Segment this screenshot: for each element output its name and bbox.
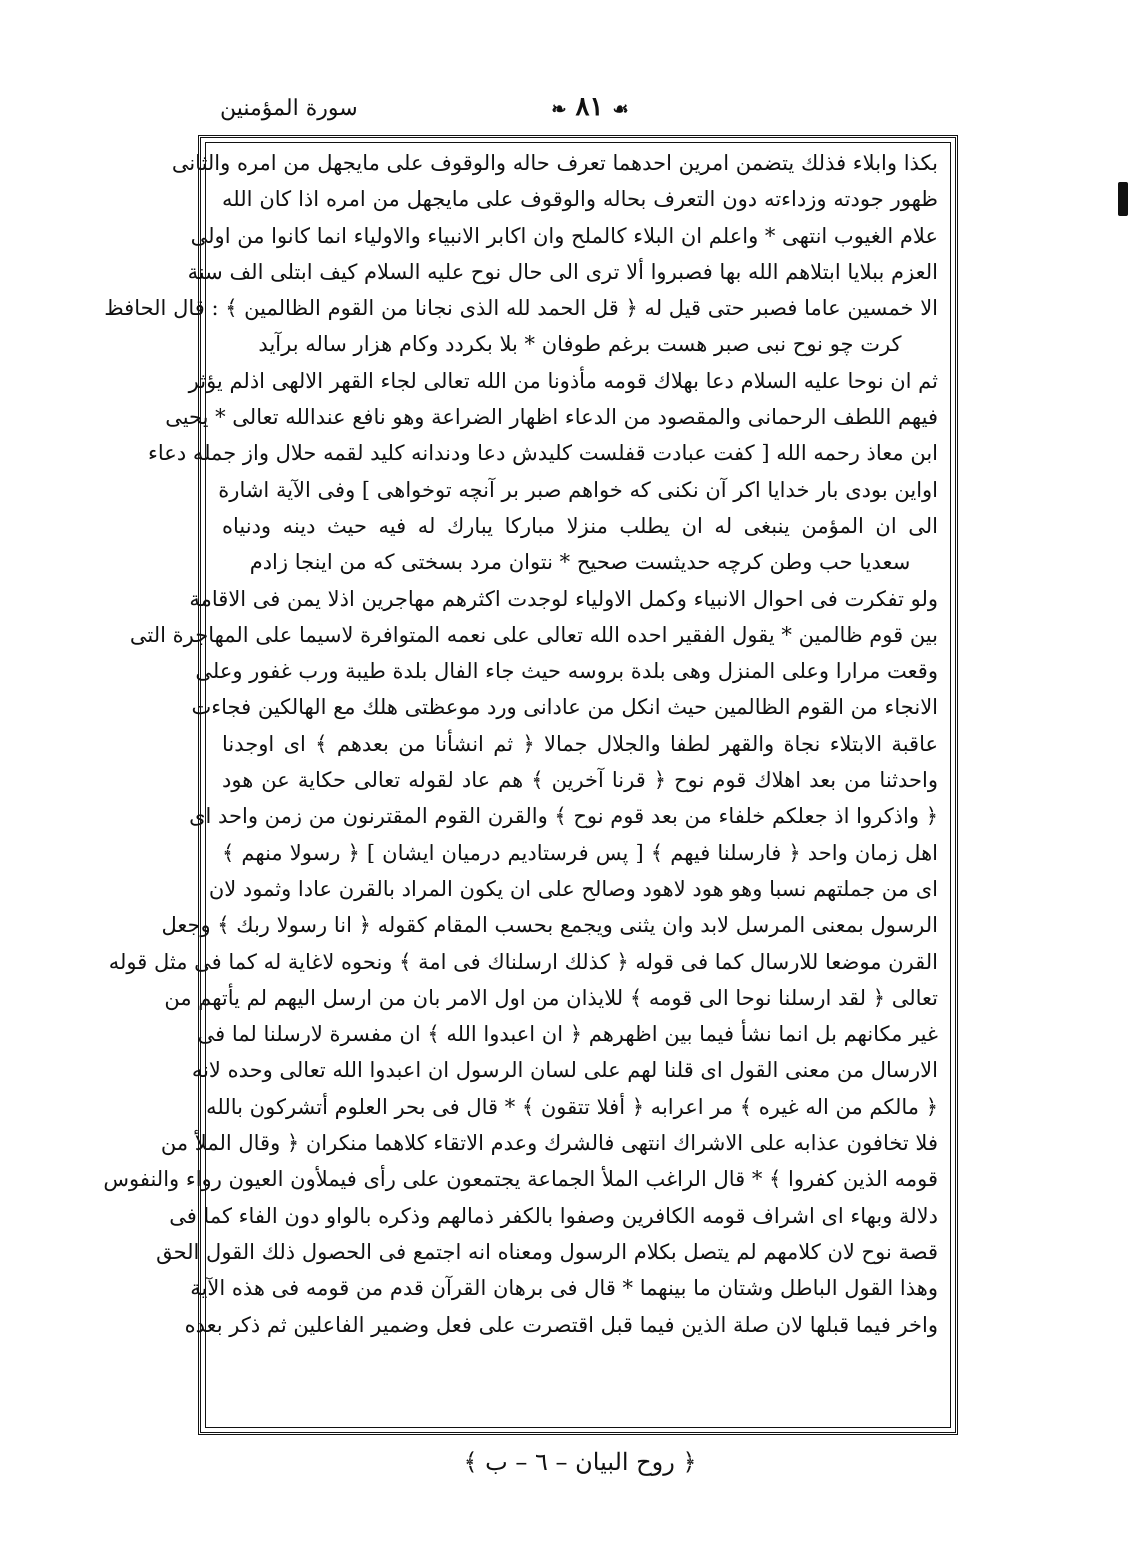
text-line: وقعت مرارا وعلى المنزل وهى بلدة بروسه حيث جاء الفال بلدة طيبة ورب غفور وعلى — [195, 659, 938, 684]
text-line: الارسال من معنى القول اى قلنا لهم على لسان الرسول ان اعبدوا الله تعالى وحده لانه — [191, 1058, 938, 1083]
text-line: فيهم اللطف الرحمانى والمقصود من الدعاء اظهار الضراعة وهو نافع عندالله تعالى * يحيى — [165, 405, 938, 430]
text-line: الى ان المؤمن ينبغى له ان يطلب منزلا مباركا يبارك له فيه حيث دينه ودنياه — [222, 513, 938, 538]
text-line: بين قوم ظالمين * يقول الفقير احده الله تعالى على نعمه المتوافرة لاسيما على المهاجرة التى — [129, 622, 938, 647]
verse-line: سعديا حب وطن كرچه حديثست صحيح * نتوان مرد بسختى كه من اينجا زادم — [249, 550, 911, 575]
page-edge-mark — [1118, 182, 1128, 216]
text-line: الا خمسين عاما فصبر حتى قيل له ﴿ قل الحمد لله الذى نجانا من القوم الظالمين ﴾ : قال الحافظ — [104, 296, 938, 321]
text-line: واحدثنا من بعد اهلاك قوم نوح ﴿ قرنا آخرين ﴾ هم عاد لقوله تعالى حكاية عن هود — [222, 768, 938, 793]
text-line: الانجاء من القوم الظالمين حيث انكل من عادانى ورد موعظتى هلك مع الهالكين فجاءت — [191, 695, 938, 720]
text-line: قومه الذين كفروا ﴾ * قال الراغب الملأ الجماعة يجتمعون على رأى فيملأون العيون رواء والنفوس — [103, 1167, 938, 1192]
ornament-left-icon: ❧ — [551, 99, 567, 120]
text-line: ظهور جودته وزداءته دون التعرف بحاله والوقوف على مايجهل من امره اذا كان الله — [222, 187, 938, 212]
text-line: اى من جملتهم نسبا وهو هود لاهود وصالح على ان يكون المراد بالقرن عادا وثمود لان — [208, 876, 938, 901]
text-line: ﴿ واذكروا اذ جعلكم خلفاء من بعد قوم نوح ﴾ والقرن القوم المقترنون من زمن واحد اى — [189, 804, 938, 829]
text-line: ﴿ مالكم من اله غيره ﴾ مر اعرابه ﴿ أفلا تتقون ﴾ * قال فى بحر العلوم أتشركون بالله — [206, 1094, 938, 1119]
text-line: تعالى ﴿ لقد ارسلنا نوحا الى قومه ﴾ للايذان من اول الامر بان من ارسل اليهم لم يأتهم من — [164, 985, 938, 1010]
text-line: فلا تخافون عذابه على الاشراك انتهى فالشرك وعدم الاتقاء كلاهما منكران ﴿ وقال الملأ من — [160, 1131, 938, 1156]
body-text — [103, 145, 938, 1343]
text-line: اهل زمان واحد ﴿ فارسلنا فيهم ﴾ [ پس فرستاديم درميان ايشان ] ﴿ رسولا منهم ﴾ — [222, 840, 938, 865]
page-number-block — [510, 92, 670, 122]
verse-line: كرت چو نوح نبى صبر هست برغم طوفان * بلا بكردد وكام هزار ساله برآيد — [258, 332, 902, 357]
ornament-right-icon: ☙ — [612, 99, 629, 120]
text-line: عاقبة الابتلاء نجاة والقهر لطفا والجلال جمالا ﴿ ثم انشأنا من بعدهم ﴾ اى اوجدنا — [222, 731, 938, 756]
text-line: ولو تفكرت فى احوال الانبياء وكمل الاولياء لوجدت اكثرهم مهاجرين اذلا يمن فى الاقامة — [189, 586, 938, 611]
text-line: علام الغيوب انتهى * واعلم ان البلاء كالملح وان اكابر الانبياء والاولياء انما كانوا من اولى — [190, 223, 938, 248]
surah-name: سورة المؤمنين — [220, 96, 358, 121]
text-line: القرن موضعا للارسال كما فى قوله ﴿ كذلك ارسلناك فى امة ﴾ ونحوه لاغاية له كما فى مثل قوله — [108, 949, 938, 974]
text-line: الرسول بمعنى المرسل لابد وان يثنى ويجمع بحسب المقام كقوله ﴿ انا رسولا ربك ﴾ وجعل — [161, 913, 938, 938]
text-line: اواين بودى بار خدايا اكر آن نكنى كه خواهم صبر بر آنچه توخواهى ] وفى الآية اشارة — [218, 477, 938, 502]
text-line: ثم ان نوحا عليه السلام دعا بهلاك قومه مأذونا من الله تعالى لجاء القهر الالهى اذلم يؤثر — [188, 368, 938, 393]
signature-mark: ﴿ روح البيان – ٦ – ب ﴾ — [463, 1448, 697, 1476]
text-line: بكذا وابلاء فذلك يتضمن امرين احدهما تعرف حاله والوقوف على مايجهل من امره والثانى — [171, 151, 938, 175]
text-line: قصة نوح لان كلامهم لم يتصل بكلام الرسول ومعناه انه اجتمع فى الحصول ذلك القول الحق — [156, 1239, 938, 1264]
text-line: غير مكانهم بل انما نشأ فيما بين اظهرهم ﴿ ان اعبدوا الله ﴾ ان مفسرة لارسلنا لما فى — [197, 1022, 938, 1047]
text-line: العزم ببلايا ابتلاهم الله بها فصبروا ألا ترى الى حال نوح عليه السلام كيف ابتلى الف سنة — [187, 259, 938, 284]
text-line: واخر فيما قبلها لان صلة الذين فيما قبل اقتصرت على فعل وضمير الفاعلين ثم ذكر بعده — [184, 1312, 938, 1337]
text-line: وهذا القول الباطل وشتان ما بينهما * قال فى برهان القرآن قدم من قومه فى هذه الآية — [190, 1276, 938, 1301]
text-line: دلالة وبهاء اى اشراف قومه الكافرين وصفوا بالكفر ذمالهم وذكره بالواو دون الفاء كما فى — [169, 1203, 938, 1228]
text-line: ابن معاذ رحمه الله [ كفت عبادت قفلست كليدش دعا ودندانه كليد لقمه حلال واز جمله دعاء — [148, 441, 938, 466]
page-header — [210, 90, 960, 130]
page-number: ٨١ — [575, 92, 604, 122]
